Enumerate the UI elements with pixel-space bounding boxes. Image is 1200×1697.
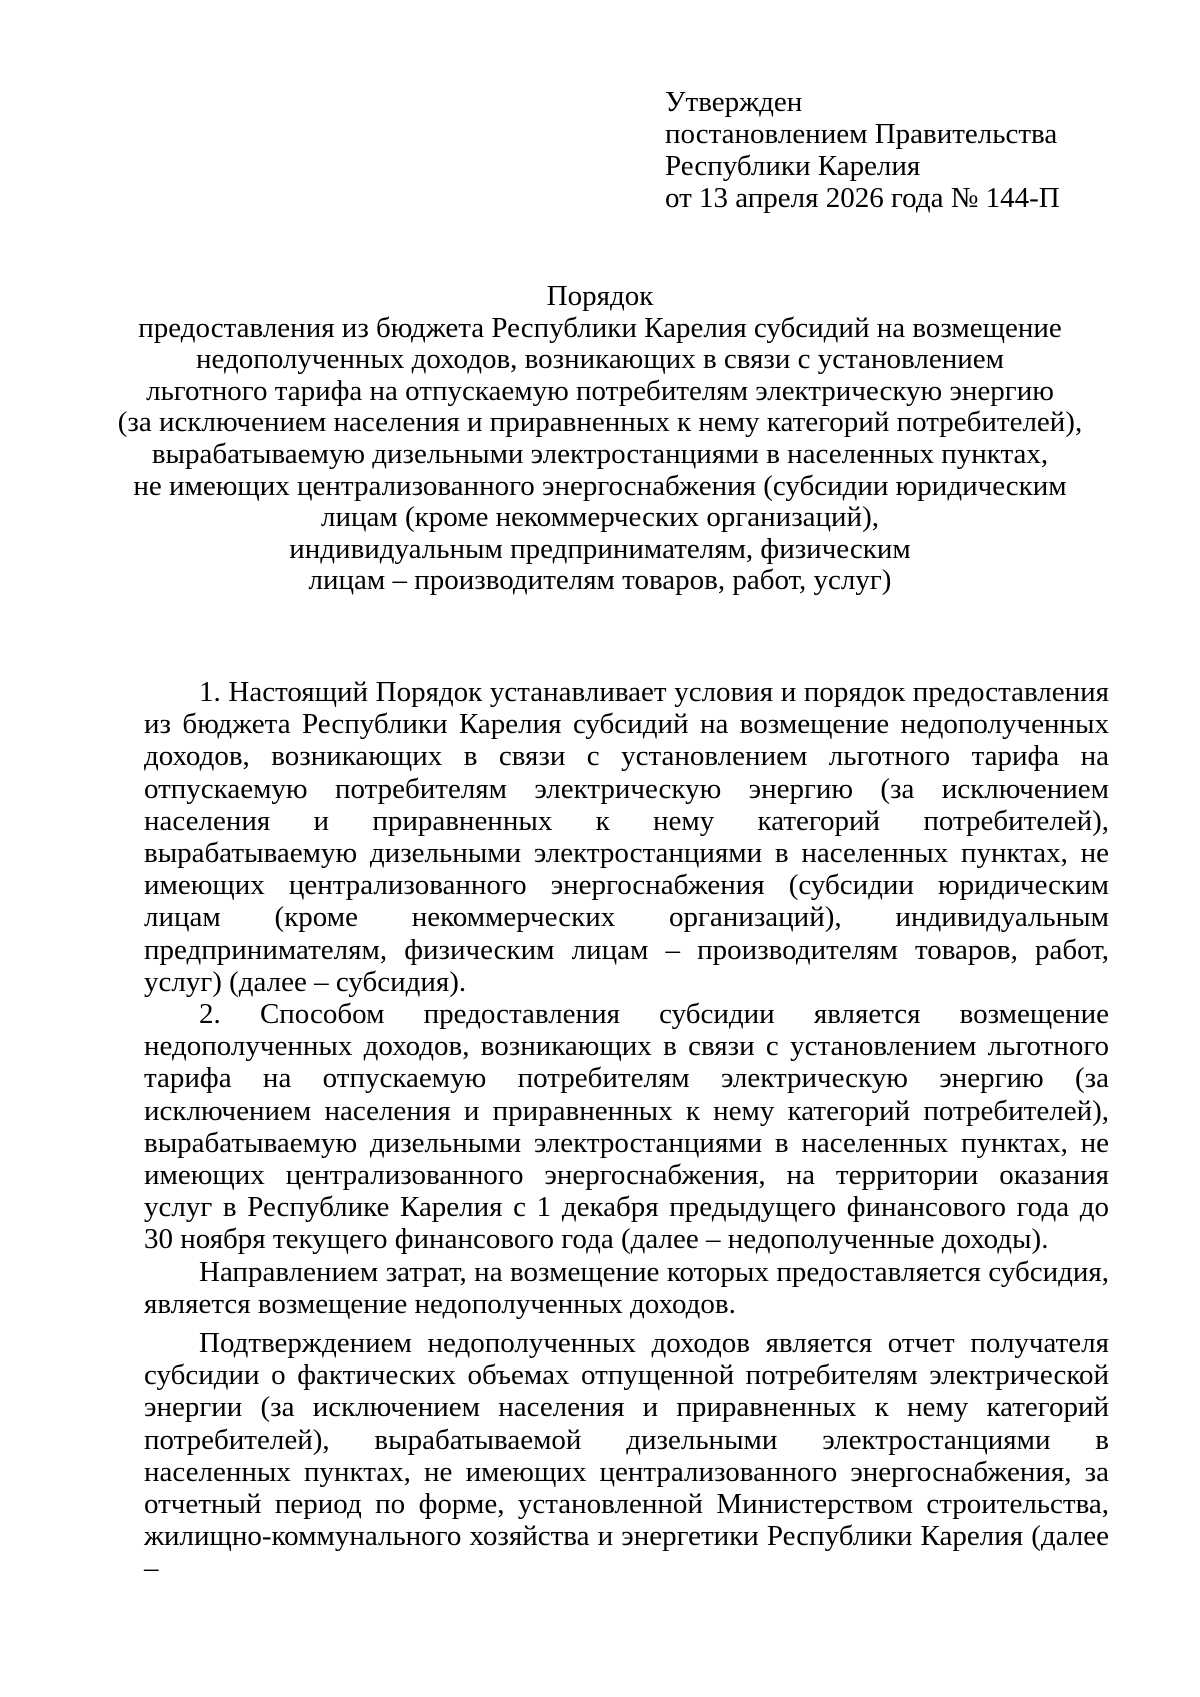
document-title bbox=[100, 281, 1100, 597]
approval-stamp bbox=[665, 86, 1060, 214]
title-line: (за исключением населения и приравненных к нему категорий потребителей), bbox=[117, 406, 1083, 439]
title-line: лицам (кроме некоммерческих организаций), bbox=[321, 501, 879, 534]
title-line: не имеющих централизованного энергоснабжения (субсидии юридическим bbox=[133, 469, 1067, 502]
document-body bbox=[144, 676, 1109, 1585]
approval-line-3: Республики Карелия bbox=[665, 150, 921, 182]
title-line: недополученных доходов, возникающих в связи с установлением bbox=[196, 343, 1004, 376]
title-heading: Порядок bbox=[546, 280, 654, 312]
paragraph-3: Направлением затрат, на возмещение которых предоставляется субсидия, является возмещение недополученных доходов. bbox=[144, 1255, 1109, 1320]
paragraph-1: 1. Настоящий Порядок устанавливает условия и порядок предоставления из бюджета Республики Карелия субсидий на возмещение недополученных доходов, возникающих в связи с установлением льготного тарифа на отпускаемую потребителям электрическую энергию (за исключением населения и приравненных к нему категорий потребителей), вырабатываемую дизельными электростанциями в населенных пунктах, не имеющих централизованного энергоснабжения (субсидии юридическим лицам (кроме некоммерческих организаций), индивидуальным предпринимателям, физическим лицам – производителям товаров, работ, услуг) (далее – субсидия). bbox=[144, 676, 1109, 998]
approval-line-1: Утвержден bbox=[665, 86, 803, 118]
approval-line-2: постановлением Правительства bbox=[665, 118, 1058, 150]
title-line: предоставления из бюджета Республики Карелия субсидий на возмещение bbox=[138, 311, 1062, 344]
title-line: индивидуальным предпринимателям, физическим bbox=[289, 532, 911, 565]
title-line: льготного тарифа на отпускаемую потребителям электрическую энергию bbox=[146, 374, 1054, 407]
paragraph-4: Подтверждением недополученных доходов является отчет получателя субсидии о фактических объемах отпущенной потребителям электрической энергии (за исключением населения и приравненных к нему категорий потребителей), вырабатываемой дизельными электростанциями в населенных пунктах, не имеющих централизованного энергоснабжения, за отчетный период по форме, установленной Министерством строительства, жилищно-коммунального хозяйства и энергетики Республики Карелия (далее – bbox=[144, 1327, 1109, 1585]
title-line: лицам – производителям товаров, работ, услуг) bbox=[308, 564, 892, 597]
approval-line-4: от 13 апреля 2026 года № 144-П bbox=[665, 182, 1060, 214]
paragraph-2: 2. Способом предоставления субсидии является возмещение недополученных доходов, возникающих в связи с установлением льготного тарифа на отпускаемую потребителям электрическую энергию (за исключением населения и приравненных к нему категорий потребителей), вырабатываемую дизельными электростанциями в населенных пунктах, не имеющих централизованного энергоснабжения, на территории оказания услуг в Республике Карелия с 1 декабря предыдущего финансового года до 30 ноября текущего финансового года (далее – недополученные доходы). bbox=[144, 998, 1109, 1256]
title-line: вырабатываемую дизельными электростанциями в населенных пунктах, bbox=[151, 437, 1049, 470]
